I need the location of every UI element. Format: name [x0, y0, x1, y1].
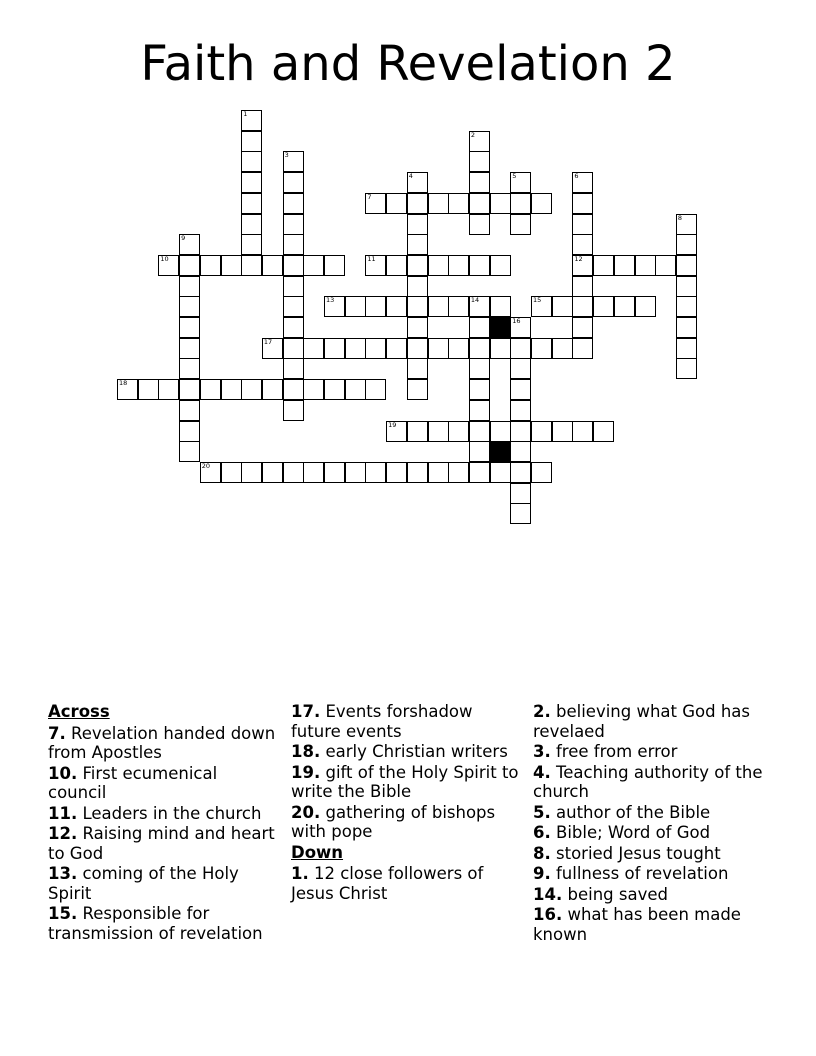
clue-item-text: Teaching authority of the church	[533, 762, 763, 801]
grid-cell[interactable]	[407, 317, 428, 338]
grid-cell[interactable]	[241, 234, 262, 255]
grid-cell[interactable]	[448, 462, 469, 483]
grid-cell[interactable]	[510, 317, 531, 338]
grid-cell[interactable]	[303, 338, 324, 359]
grid-cell[interactable]	[655, 255, 676, 276]
grid-cell[interactable]	[200, 379, 221, 400]
clue-item-number: 3.	[533, 742, 551, 761]
grid-cell[interactable]	[241, 151, 262, 172]
grid-cell[interactable]	[490, 462, 511, 483]
grid-cell[interactable]	[469, 379, 490, 400]
clue-item-number: 13.	[48, 864, 78, 883]
grid-cell[interactable]	[221, 379, 242, 400]
clue-item-text: what has been made known	[533, 905, 741, 944]
down-heading: Down	[291, 842, 344, 862]
clue-item-text: early Christian writers	[325, 742, 508, 761]
grid-cell[interactable]	[469, 441, 490, 462]
grid-cell[interactable]	[386, 462, 407, 483]
clue-item-number: 17.	[291, 702, 321, 721]
grid-cell[interactable]	[241, 214, 262, 235]
clue-item	[533, 885, 765, 905]
grid-cell[interactable]	[428, 338, 449, 359]
grid-cell[interactable]	[572, 276, 593, 297]
grid-cell[interactable]	[262, 462, 283, 483]
grid-cell[interactable]	[676, 338, 697, 359]
grid-cell[interactable]	[283, 214, 304, 235]
grid-cell[interactable]	[179, 255, 200, 276]
clue-item	[48, 864, 280, 903]
grid-cell[interactable]	[448, 255, 469, 276]
clue-item-number: 14.	[533, 884, 563, 904]
grid-cell[interactable]	[386, 255, 407, 276]
grid-cell[interactable]	[448, 338, 469, 359]
grid-cell[interactable]	[345, 462, 366, 483]
grid-cell[interactable]	[179, 400, 200, 421]
clue-number: 10	[160, 254, 169, 263]
clue-item-text: Bible; Word of God	[556, 823, 711, 842]
clue-item-number: 18.	[291, 742, 321, 761]
grid-cell[interactable]	[572, 193, 593, 214]
grid-cell[interactable]	[572, 234, 593, 255]
grid-cell[interactable]	[469, 296, 490, 317]
grid-cell[interactable]	[572, 172, 593, 193]
grid-cell[interactable]	[676, 255, 697, 276]
across-heading: Across	[48, 702, 110, 721]
grid-cell[interactable]	[386, 338, 407, 359]
grid-cell[interactable]	[345, 379, 366, 400]
grid-cell[interactable]	[572, 421, 593, 442]
grid-cell[interactable]	[635, 255, 656, 276]
clue-item-text: being saved	[567, 884, 668, 904]
grid-cell[interactable]	[179, 358, 200, 379]
clue-number: 15	[533, 296, 542, 305]
clue-number: 1	[243, 110, 248, 118]
grid-cell[interactable]	[448, 296, 469, 317]
grid-cell[interactable]	[572, 255, 593, 276]
grid-cell[interactable]	[593, 255, 614, 276]
clue-item-text: Responsible for transmission of revelation	[48, 904, 263, 943]
clue-number: 2	[470, 130, 476, 139]
clue-item	[533, 823, 765, 843]
clue-item-number: 20.	[291, 802, 321, 822]
clue-item-number: 1.	[291, 864, 309, 883]
grid-cell[interactable]	[241, 193, 262, 214]
grid-cell[interactable]	[510, 503, 531, 524]
clue-item	[291, 864, 523, 903]
grid-cell[interactable]	[593, 296, 614, 317]
grid-cell[interactable]	[407, 462, 428, 483]
grid-cell[interactable]	[469, 151, 490, 172]
grid-cell[interactable]	[365, 379, 386, 400]
grid-cell[interactable]	[241, 110, 262, 131]
clue-item-text: Leaders in the church	[82, 803, 262, 823]
clue-number: 4	[408, 172, 413, 181]
grid-cell[interactable]	[303, 255, 324, 276]
grid-cell[interactable]	[117, 379, 138, 400]
grid-cell[interactable]	[407, 234, 428, 255]
grid-cell[interactable]	[386, 296, 407, 317]
clue-item	[48, 824, 280, 863]
clue-item-text: coming of the Holy Spirit	[48, 864, 239, 903]
clue-number: 17	[263, 337, 273, 346]
grid-cell[interactable]	[283, 234, 304, 255]
grid-cell[interactable]	[283, 338, 304, 359]
clue-number: 5	[512, 172, 517, 181]
clue-item-text: storied Jesus tought	[556, 843, 721, 863]
clue-item	[533, 763, 765, 802]
clue-number: 19	[388, 420, 397, 429]
clue-item	[533, 844, 765, 864]
clue-item-number: 16.	[533, 905, 563, 924]
grid-cell[interactable]	[158, 379, 179, 400]
clue-item	[48, 764, 280, 803]
grid-cell[interactable]	[510, 462, 531, 483]
grid-cell[interactable]	[676, 358, 697, 379]
grid-cell[interactable]	[407, 193, 428, 214]
grid-cell[interactable]	[510, 400, 531, 421]
grid-cell[interactable]	[283, 296, 304, 317]
grid-cell[interactable]	[200, 255, 221, 276]
grid-cell[interactable]	[490, 193, 511, 214]
clue-column-1	[48, 702, 280, 944]
grid-cell[interactable]	[262, 338, 283, 359]
clue-number: 12	[574, 254, 583, 263]
clue-item	[291, 742, 523, 762]
grid-cell[interactable]	[428, 296, 449, 317]
grid-cell[interactable]	[572, 317, 593, 338]
grid-cell[interactable]	[510, 441, 531, 462]
clue-item	[533, 803, 765, 823]
grid-cell[interactable]	[241, 131, 262, 152]
grid-cell[interactable]	[365, 255, 386, 276]
grid-cell[interactable]	[407, 172, 428, 193]
grid-cell[interactable]	[221, 255, 242, 276]
grid-cell[interactable]	[510, 379, 531, 400]
clue-item-number: 19.	[291, 762, 321, 782]
grid-cell[interactable]	[469, 214, 490, 235]
clue-item-text: Raising mind and heart to God	[48, 824, 275, 863]
grid-cell[interactable]	[283, 317, 304, 338]
clue-item	[48, 724, 280, 763]
grid-cell[interactable]	[448, 193, 469, 214]
grid-cell[interactable]	[241, 462, 262, 483]
clue-item-number: 5.	[533, 802, 551, 822]
grid-cell[interactable]	[635, 296, 656, 317]
clue-number: 11	[367, 254, 376, 263]
clue-item-number: 6.	[533, 823, 551, 842]
clue-item-text: fullness of revelation	[556, 864, 729, 883]
grid-cell[interactable]	[469, 193, 490, 214]
clue-item	[533, 702, 765, 741]
clue-item	[533, 864, 765, 884]
clue-item-text: Events forshadow future events	[291, 702, 473, 741]
clue-item	[533, 905, 765, 944]
clue-item	[291, 702, 523, 741]
grid-cell[interactable]	[179, 379, 200, 400]
clue-item-text: gift of the Holy Spirit to write the Bible	[291, 762, 519, 801]
grid-cell[interactable]	[303, 462, 324, 483]
grid-cell[interactable]	[676, 214, 697, 235]
grid-cell[interactable]	[428, 255, 449, 276]
grid-cell[interactable]	[345, 338, 366, 359]
clue-item-text: Revelation handed down from Apostles	[48, 723, 276, 762]
grid-cell[interactable]	[510, 172, 531, 193]
grid-cell[interactable]	[138, 379, 159, 400]
grid-cell[interactable]	[552, 296, 573, 317]
grid-cell[interactable]	[200, 462, 221, 483]
grid-cell[interactable]	[407, 421, 428, 442]
clue-item-number: 12.	[48, 824, 78, 843]
clue-item-number: 11.	[48, 803, 78, 823]
clue-number: 9	[181, 234, 186, 243]
grid-cell[interactable]	[407, 338, 428, 359]
clue-item-text: gathering of bishops with pope	[291, 802, 496, 841]
grid-cell[interactable]	[179, 296, 200, 317]
grid-cell[interactable]	[614, 255, 635, 276]
grid-cell[interactable]	[428, 421, 449, 442]
clue-column-3	[533, 702, 765, 945]
grid-cell[interactable]	[283, 462, 304, 483]
grid-cell[interactable]	[179, 441, 200, 462]
clue-column-2	[291, 702, 523, 904]
grid-cell[interactable]	[365, 338, 386, 359]
clue-item-text: believing what God has revelaed	[533, 702, 751, 741]
grid-cell[interactable]	[614, 296, 635, 317]
grid-cell[interactable]	[241, 379, 262, 400]
clue-number: 3	[284, 151, 289, 160]
grid-cell[interactable]	[262, 255, 283, 276]
clue-item-number: 4.	[533, 762, 551, 782]
grid-cell[interactable]	[179, 234, 200, 255]
grid-cell[interactable]	[510, 358, 531, 379]
grid-cell[interactable]	[283, 255, 304, 276]
grid-cell[interactable]	[179, 338, 200, 359]
clue-item-number: 10.	[48, 763, 78, 783]
grid-cell[interactable]	[510, 338, 531, 359]
grid-cell[interactable]	[283, 151, 304, 172]
grid-cell[interactable]	[469, 358, 490, 379]
grid-cell[interactable]	[469, 255, 490, 276]
grid-cell[interactable]	[407, 255, 428, 276]
grid-cell[interactable]	[324, 338, 345, 359]
grid-cell[interactable]	[676, 296, 697, 317]
grid-cell[interactable]	[345, 296, 366, 317]
grid-cell[interactable]	[283, 379, 304, 400]
grid-cell[interactable]	[386, 421, 407, 442]
grid-cell[interactable]	[490, 338, 511, 359]
grid-cell[interactable]	[241, 172, 262, 193]
grid-cell[interactable]	[386, 193, 407, 214]
grid-cell[interactable]	[324, 379, 345, 400]
grid-cell[interactable]	[365, 193, 386, 214]
grid-cell[interactable]	[676, 234, 697, 255]
grid-cell[interactable]	[490, 421, 511, 442]
grid-cell[interactable]	[283, 193, 304, 214]
grid-cell[interactable]	[283, 358, 304, 379]
grid-cell[interactable]	[428, 193, 449, 214]
grid-cell[interactable]	[510, 483, 531, 504]
grid-cell[interactable]	[324, 255, 345, 276]
black-cell	[490, 317, 511, 338]
grid-cell[interactable]	[158, 255, 179, 276]
clue-item-number: 7.	[48, 723, 66, 743]
grid-cell[interactable]	[324, 462, 345, 483]
grid-cell[interactable]	[283, 400, 304, 421]
clue-item-number: 9.	[533, 864, 551, 883]
grid-cell[interactable]	[552, 421, 573, 442]
clue-item-text: author of the Bible	[556, 802, 711, 822]
grid-cell[interactable]	[531, 462, 552, 483]
grid-cell[interactable]	[407, 214, 428, 235]
grid-cell[interactable]	[469, 338, 490, 359]
grid-cell[interactable]	[365, 462, 386, 483]
grid-cell[interactable]	[593, 421, 614, 442]
grid-cell[interactable]	[531, 421, 552, 442]
grid-cell[interactable]	[407, 296, 428, 317]
clue-item	[533, 742, 765, 762]
grid-cell[interactable]	[531, 338, 552, 359]
grid-cell[interactable]	[510, 193, 531, 214]
grid-cell[interactable]	[469, 421, 490, 442]
clue-item	[48, 904, 280, 943]
grid-cell[interactable]	[221, 462, 242, 483]
grid-cell[interactable]	[428, 462, 449, 483]
grid-cell[interactable]	[407, 276, 428, 297]
clue-item	[291, 803, 523, 842]
grid-cell[interactable]	[262, 379, 283, 400]
clue-number: 8	[677, 213, 683, 222]
clue-number: 7	[367, 192, 372, 201]
grid-cell[interactable]	[324, 296, 345, 317]
clue-number: 14	[470, 296, 480, 305]
grid-cell[interactable]	[552, 338, 573, 359]
clue-item-number: 8.	[533, 843, 551, 863]
grid-cell[interactable]	[469, 462, 490, 483]
clue-item	[48, 804, 280, 824]
grid-cell[interactable]	[490, 296, 511, 317]
grid-cell[interactable]	[676, 276, 697, 297]
clue-item-number: 2.	[533, 702, 551, 721]
grid-cell[interactable]	[510, 421, 531, 442]
grid-cell[interactable]	[407, 379, 428, 400]
grid-cell[interactable]	[676, 317, 697, 338]
grid-cell[interactable]	[241, 255, 262, 276]
clue-item-text: First ecumenical council	[48, 763, 218, 802]
grid-cell[interactable]	[469, 400, 490, 421]
grid-cell[interactable]	[572, 296, 593, 317]
grid-cell[interactable]	[469, 131, 490, 152]
grid-cell[interactable]	[531, 296, 552, 317]
grid-cell[interactable]	[283, 172, 304, 193]
grid-cell[interactable]	[572, 338, 593, 359]
puzzle-title: Faith and Revelation 2	[140, 36, 676, 92]
grid-cell[interactable]	[490, 255, 511, 276]
clue-item-text: free from error	[556, 742, 678, 761]
grid-cell[interactable]	[469, 172, 490, 193]
grid-cell[interactable]	[531, 193, 552, 214]
grid-cell[interactable]	[179, 421, 200, 442]
grid-cell[interactable]	[179, 276, 200, 297]
grid-cell[interactable]	[448, 421, 469, 442]
clue-number: 6	[574, 172, 579, 181]
grid-cell[interactable]	[365, 296, 386, 317]
clue-number: 20	[201, 461, 211, 470]
grid-cell[interactable]	[510, 214, 531, 235]
clue-item-text: 12 close followers of Jesus Christ	[291, 864, 484, 903]
grid-cell[interactable]	[407, 358, 428, 379]
grid-cell[interactable]	[469, 317, 490, 338]
clue-number: 16	[512, 317, 521, 325]
clue-item	[291, 763, 523, 802]
grid-cell[interactable]	[283, 276, 304, 297]
grid-cell[interactable]	[179, 317, 200, 338]
black-cell	[490, 441, 511, 462]
grid-cell[interactable]	[303, 379, 324, 400]
clue-number: 13	[326, 296, 335, 305]
grid-cell[interactable]	[572, 214, 593, 235]
clue-item-number: 15.	[48, 904, 78, 923]
clue-number: 18	[119, 379, 128, 388]
